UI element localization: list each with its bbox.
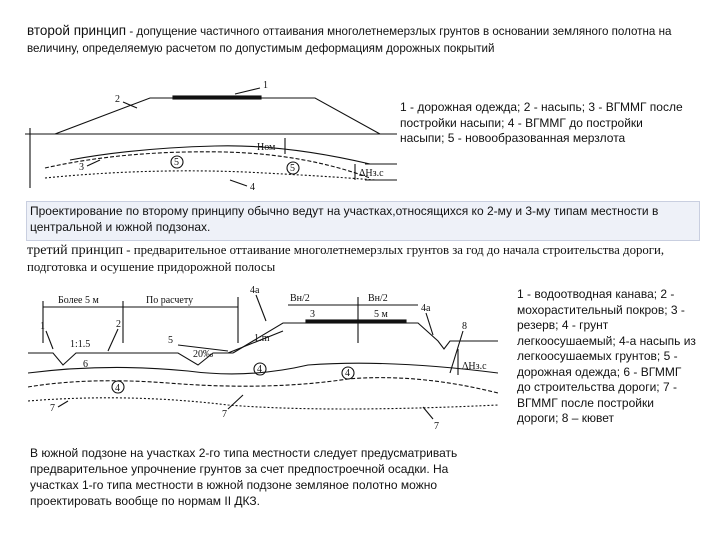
diag2-label-bolee: Более 5 м bbox=[58, 295, 99, 306]
diag1-label-dh: ΔHз.с bbox=[359, 168, 384, 179]
section2-title-rest: - допущение частичного оттаивания многолетнемерзлых грунтов в основании земляного полотна на величину, определяемую расчетом по допустимым деформациям дорожных покрытий bbox=[27, 25, 672, 55]
diagram1-legend: 1 - дорожная одежда; 2 - насыпь; 3 - ВГММГ после постройки насыпи; 4 - ВГММГ до постройки насыпи; 5 - новообразованная мерзлота bbox=[400, 100, 683, 145]
section2-title-lead: второй принцип bbox=[27, 23, 127, 38]
diag2-label-slope1: 1:1.5 bbox=[70, 339, 91, 350]
diag2-label-4b: 4 bbox=[257, 364, 262, 375]
diag2-label-4a-1: 4а bbox=[250, 285, 260, 296]
section3-title-rest: - предварительное оттаивание многолетнемерзлых грунтов за год до начала строительства дороги, подготовка и осушение придорожной полосы bbox=[27, 243, 665, 274]
diag2-label-4a: 4 bbox=[115, 383, 120, 394]
diag2-label-po-raschetu: По расчету bbox=[146, 295, 194, 306]
section3-title bbox=[27, 242, 717, 276]
diag2-label-slope2: 1:m bbox=[254, 333, 270, 344]
diag1-label-5: 5 bbox=[174, 157, 179, 168]
diag1-label-5b: 5 bbox=[290, 163, 295, 174]
diag2-label-3: 3 bbox=[310, 309, 315, 320]
embankment-diagram-1 bbox=[25, 68, 397, 198]
diag2-label-bn2-2: Bн/2 bbox=[368, 293, 388, 304]
diag2-label-7a: 7 bbox=[50, 403, 55, 414]
embankment-diagram-2 bbox=[28, 283, 498, 443]
diag1-label-4: 4 bbox=[250, 182, 255, 193]
section3-title-lead: третий принцип bbox=[27, 243, 124, 258]
footer-text: В южной подзоне на участках 2-го типа местности следует предусматривать предварительное упрочнение грунтов за счет предпостроечной осадки. На участках 1-го типа местности в южной подзоне земляное полотно можно проектировать вообще по нормам II ДКЗ. bbox=[30, 446, 458, 508]
diag1-label-2: 2 bbox=[115, 94, 120, 105]
diag2-label-4a-2: 4а bbox=[421, 303, 431, 314]
diag2-label-8: 8 bbox=[462, 321, 467, 332]
diag2-label-7c: 7 bbox=[434, 421, 439, 432]
diag2-label-6: 6 bbox=[83, 359, 88, 370]
diag1-label-1: 1 bbox=[263, 80, 268, 91]
diag2-label-7b: 7 bbox=[222, 409, 227, 420]
diagram2-legend: 1 - водоотводная канава; 2 - мохорастительный покров; 3 - резерв; 4 - грунт легкоосушаемый; 4-а насыпь из легкоосушаемых грунтов; 5 - дорожная одежда; 6 - ВГММГ до строительства дороги; 7 - ВГММГ после постройки дороги; 8 – кювет bbox=[517, 287, 696, 425]
diag2-label-5: 5 bbox=[168, 335, 173, 346]
diag2-label-2: 2 bbox=[116, 319, 121, 330]
diag2-label-bn2-1: Bн/2 bbox=[290, 293, 310, 304]
note-text: Проектирование по второму принципу обычно ведут на участках,относящихся ко 2-му и 3-му типам местности в центральной и южной подзонах. bbox=[30, 204, 659, 234]
diag2-label-1: 1 bbox=[40, 321, 45, 332]
diag2-label-4c: 4 bbox=[345, 368, 350, 379]
diag1-label-3: 3 bbox=[79, 162, 84, 173]
section2-title bbox=[27, 22, 717, 57]
diag2-label-pct: 20‰ bbox=[193, 349, 213, 360]
diag2-label-dh: ΔHз.с bbox=[462, 361, 487, 372]
diag1-label-hom: Hом bbox=[257, 142, 276, 153]
diag2-label-5m: 5 м bbox=[374, 309, 388, 320]
